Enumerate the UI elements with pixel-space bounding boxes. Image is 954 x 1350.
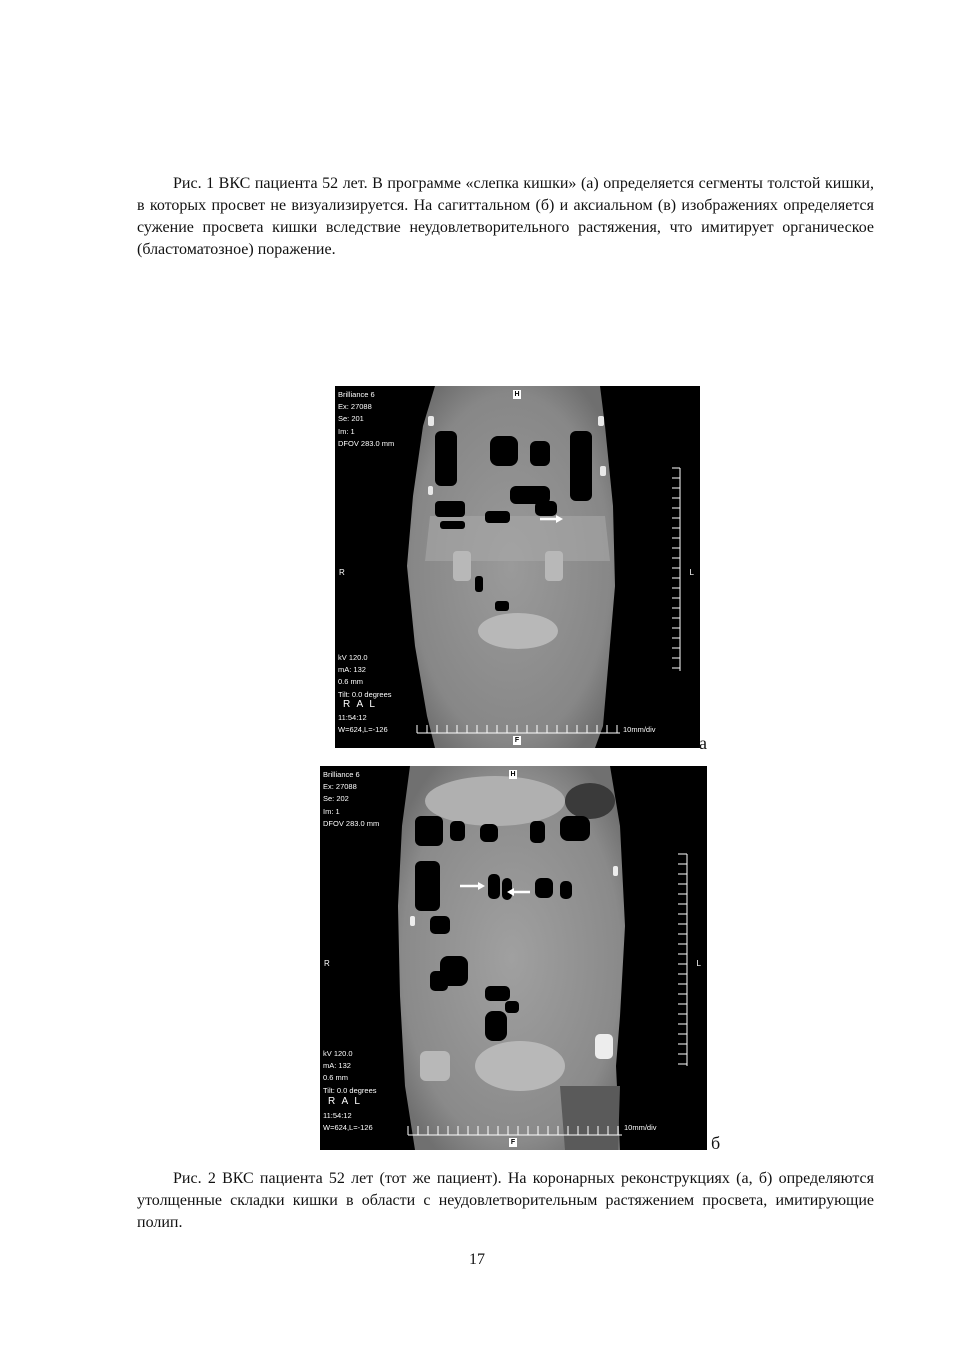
scan-a-right-side-marker: R xyxy=(339,568,345,577)
scan-b-header-info: Brilliance 6 Ex: 27088 Se: 202 Im: 1 DFOV 283.0 mm xyxy=(323,770,380,828)
figure1-caption: Рис. 1 ВКС пациента 52 лет. В программе «слепка кишки» (а) определяется сегменты толстой кишки, в которых просвет не визуализируется. На сагиттальном (б) и аксиальном (в) изображениях определяется сужение просвета кишки вследствие неудовлетворительного растяжения, что имитирует органическое (бластоматозное) поражение. xyxy=(137,175,874,258)
scan-a-window-level: W=624,L=-126 xyxy=(338,725,388,734)
scan-b-top-marker: H xyxy=(510,771,516,778)
figure-letter-b: б xyxy=(711,1133,721,1153)
scan-a-header-info: Brilliance 6 Ex: 27088 Se: 201 Im: 1 DFOV 283.0 mm xyxy=(338,390,395,448)
scan-a-left-side-marker: L xyxy=(689,568,694,577)
scan-b-orientation: R A L xyxy=(328,1096,362,1107)
scan-b-scale-label: 10mm/div xyxy=(624,1123,657,1132)
ct-scan-b xyxy=(320,766,707,1150)
scan-b-left-side-marker: L xyxy=(696,959,701,968)
figure2-caption: Рис. 2 ВКС пациента 52 лет (тот же пациент). На коронарных реконструкциях (а, б) определяются утолщенные складки кишки в области с неудовлетворительным растяжением просвета, имитирующие полип. xyxy=(137,1170,874,1231)
scan-a-orientation: R A L xyxy=(343,699,377,710)
figure-letter-a: а xyxy=(699,733,707,753)
scan-b-bottom-marker: F xyxy=(510,1139,516,1146)
page-number: 17 xyxy=(469,1251,485,1268)
scan-a-acquisition-info: kV 120.0 mA: 132 0.6 mm Tilt: 0.0 degrees xyxy=(338,653,392,699)
ct-scan-a xyxy=(335,386,700,748)
scan-a-top-marker: H xyxy=(514,391,520,398)
scan-a-bottom-marker: F xyxy=(514,737,520,744)
scan-b-right-side-marker: R xyxy=(324,959,330,968)
scan-a-scale-label: 10mm/div xyxy=(623,725,656,734)
scan-b-time: 11:54:12 xyxy=(323,1111,352,1120)
scan-b-window-level: W=624,L=-126 xyxy=(323,1123,373,1132)
scan-b-acquisition-info: kV 120.0 mA: 132 0.6 mm Tilt: 0.0 degrees xyxy=(323,1049,377,1095)
scan-a-time: 11:54:12 xyxy=(338,713,367,722)
